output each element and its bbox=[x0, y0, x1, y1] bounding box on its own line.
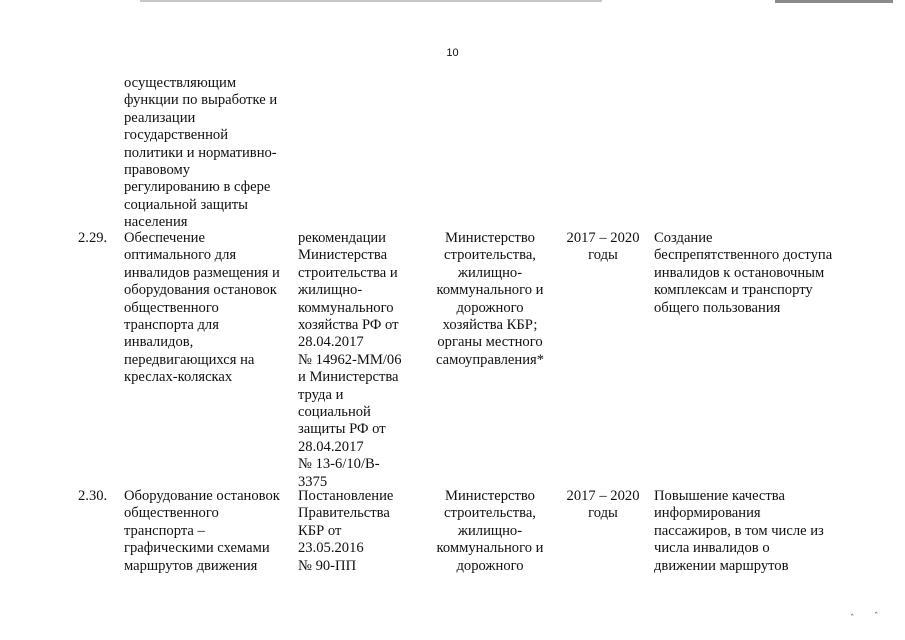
executors-cell: Министерство строительства, жилищно- коммунального и дорожного хозяйства КБР; органы местного самоуправления* bbox=[435, 230, 545, 368]
measure-cell: Обеспечение оптимального для инвалидов размещения и оборудования остановок общественного транспорта для инвалидов, передвигающихся на креслах-колясках bbox=[124, 230, 280, 386]
measure-cell: Оборудование остановок общественного транспорта – графическими схемами маршрутов движения bbox=[124, 488, 280, 574]
document-cell: Постановление Правительства КБР от 23.05.2016 № 90-ПП bbox=[298, 488, 394, 574]
page-number: 10 bbox=[446, 47, 459, 59]
row-number: 2.29. bbox=[78, 230, 108, 246]
row-number: 2.30. bbox=[78, 488, 108, 504]
scan-speck: ˆ bbox=[850, 614, 855, 624]
continued-measure-text: осуществляющим функции по выработке и реализации государственной политики и нормативно- правовому регулированию в сфере социальной защиты населения bbox=[124, 75, 278, 231]
top-scan-rule bbox=[140, 0, 602, 2]
result-cell: Повышение качества информирования пассажиров, в том числе из числа инвалидов о движении маршрутов bbox=[654, 488, 824, 574]
scan-speck: ˆ bbox=[874, 612, 879, 622]
top-scan-rule-right bbox=[775, 0, 893, 3]
document-cell: рекомендации Министерства строительства и жилищно- коммунального хозяйства РФ от 28.04.2017 № 14962-ММ/06 и Министерства труда и социальной защиты РФ от 28.04.2017 № 13-6/10/В- 3375 bbox=[298, 230, 402, 490]
term-cell: 2017 – 2020 годы bbox=[566, 488, 640, 522]
executors-cell: Министерство строительства, жилищно- коммунального и дорожного bbox=[436, 488, 544, 574]
result-cell: Создание беспрепятственного доступа инвалидов к остановочным комплексам и транспорту общего пользования bbox=[654, 230, 833, 316]
term-cell: 2017 – 2020 годы bbox=[566, 230, 640, 264]
